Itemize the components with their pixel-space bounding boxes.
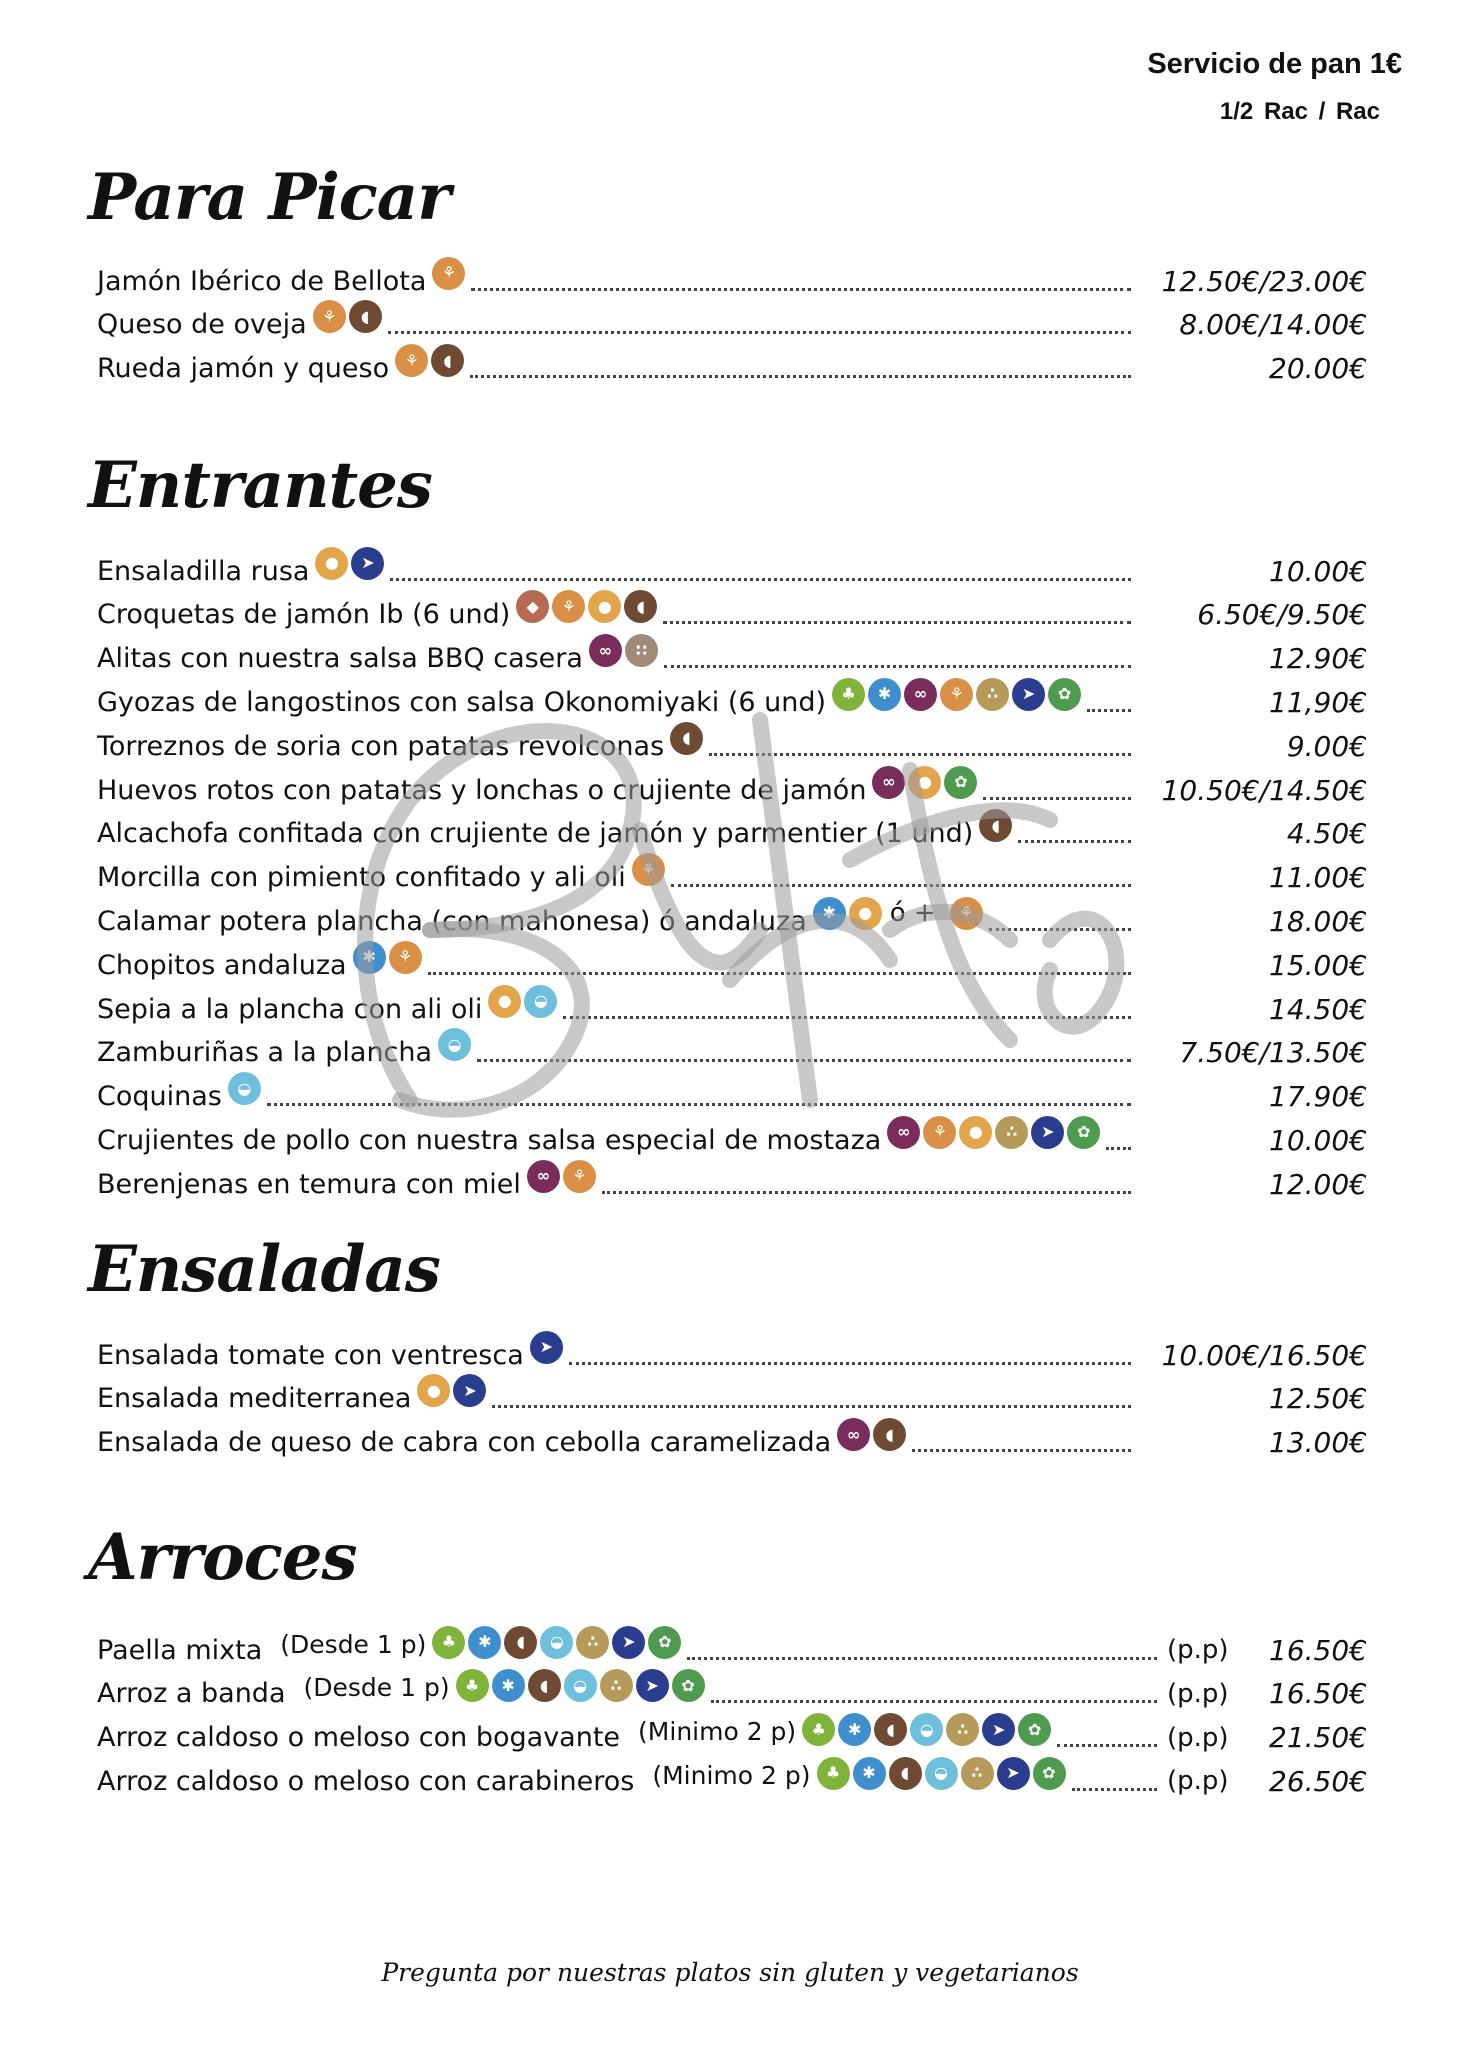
item-name: Sepia a la plancha con ali oli	[97, 993, 483, 1025]
soy-icon: ✿	[1048, 678, 1081, 711]
crustacean-icon: ✱	[868, 678, 901, 711]
menu-item	[97, 1718, 1367, 1758]
dot-leader	[569, 1362, 1131, 1365]
cereal-icon: ⚘	[432, 257, 465, 290]
item-price: 6.50€/9.50€	[1197, 598, 1367, 632]
sulphites-icon: ∞	[589, 634, 622, 667]
item-name: Arroz a banda	[97, 1678, 286, 1710]
dot-leader	[563, 1016, 1131, 1019]
sesame-icon: ∴	[976, 678, 1009, 711]
footer-note: Pregunta por nuestras platos sin gluten y vegetarianos	[381, 1958, 1079, 1987]
soy-icon: ✿	[1018, 1713, 1051, 1746]
crustacean-icon: ✱	[492, 1669, 525, 1702]
allergen-icons	[228, 1072, 261, 1105]
menu-item	[97, 639, 1367, 679]
dot-leader	[671, 884, 1131, 887]
item-name: Ensalada tomate con ventresca	[97, 1339, 524, 1371]
egg-icon: ●	[588, 590, 621, 623]
dot-leader	[602, 1191, 1131, 1194]
egg-icon: ●	[315, 547, 348, 580]
milk-icon: ◖	[874, 1713, 907, 1746]
celery-icon: ♣	[802, 1713, 835, 1746]
mollusc-icon: ◒	[524, 985, 557, 1018]
milk-icon: ◖	[528, 1669, 561, 1702]
dot-leader	[1057, 1744, 1157, 1747]
milk-icon: ◖	[431, 344, 464, 377]
crustacean-icon: ✱	[468, 1626, 501, 1659]
crustacean-icon: ✱	[838, 1713, 871, 1746]
fish-icon: ➤	[1012, 678, 1045, 711]
celery-icon: ♣	[456, 1669, 489, 1702]
nuts-icon: ◆	[516, 590, 549, 623]
menu-item	[97, 898, 1367, 941]
milk-icon: ◖	[670, 722, 703, 755]
item-name: Rueda jamón y queso	[97, 353, 390, 385]
item-note: (Minimo 2 p)	[652, 1760, 811, 1790]
allergen-icons	[837, 1418, 906, 1451]
egg-icon: ●	[959, 1116, 992, 1149]
allergen-icons	[979, 809, 1012, 842]
egg-icon: ●	[908, 766, 941, 799]
cereal-icon: ⚘	[950, 897, 983, 930]
item-name: Torreznos de soria con patatas revolconas	[97, 730, 665, 762]
item-name: Ensalada de queso de cabra con cebolla caramelizada	[97, 1427, 832, 1459]
section-title-para-picar: Para Picar	[88, 160, 450, 235]
dot-leader	[428, 972, 1131, 975]
dot-leader	[470, 375, 1131, 378]
item-price: 26.50€	[1269, 1764, 1367, 1798]
dot-leader	[1018, 840, 1131, 843]
dot-leader	[1087, 709, 1131, 712]
allergen-icons	[456, 1669, 705, 1702]
menu-item	[97, 551, 1367, 591]
item-name: Jamón Ibérico de Bellota	[97, 265, 427, 297]
celery-icon: ♣	[832, 678, 865, 711]
milk-icon: ◖	[349, 300, 382, 333]
celery-icon: ♣	[432, 1626, 465, 1659]
item-name: Morcilla con pimiento confitado y ali oli	[97, 862, 626, 894]
item-price: 18.00€	[1269, 904, 1367, 938]
allergen-icons	[632, 853, 665, 886]
item-price: 13.00€	[1269, 1426, 1367, 1460]
sulphites-icon: ∞	[527, 1160, 560, 1193]
egg-icon: ●	[417, 1374, 450, 1407]
allergen-icons	[417, 1374, 486, 1407]
dot-leader	[390, 578, 1131, 581]
egg-icon: ●	[488, 985, 521, 1018]
mollusc-icon: ◒	[910, 1713, 943, 1746]
menu-item	[97, 1033, 1367, 1073]
item-price: 7.50€/13.50€	[1179, 1036, 1367, 1070]
allergen-icons	[872, 766, 977, 799]
fish-icon: ➤	[530, 1331, 563, 1364]
allergen-icons	[802, 1713, 1051, 1746]
mollusc-icon: ◒	[540, 1626, 573, 1659]
mollusc-icon: ◒	[925, 1757, 958, 1790]
allergen-icons	[670, 722, 703, 755]
dot-leader	[1072, 1788, 1158, 1791]
dot-leader	[388, 331, 1131, 334]
peanut-icon: ∷	[625, 634, 658, 667]
item-price: 12.50€	[1269, 1382, 1367, 1416]
dot-leader	[912, 1449, 1131, 1452]
item-name: Zamburiñas a la plancha	[97, 1037, 433, 1069]
allergen-icons	[950, 897, 983, 930]
item-name: Calamar potera plancha (con mahonesa) ó andaluza	[97, 905, 807, 937]
header-bread-service: Servicio de pan 1€	[1147, 48, 1402, 80]
item-price: 11.00€	[1269, 861, 1367, 895]
item-name: Arroz caldoso o meloso con carabineros	[97, 1765, 635, 1797]
item-price: 12.50€/23.00€	[1161, 264, 1367, 298]
menu-item	[97, 1630, 1367, 1670]
menu-item	[97, 305, 1367, 345]
menu-item	[97, 1761, 1367, 1801]
item-name: Berenjenas en temura con miel	[97, 1168, 521, 1200]
item-extra: ó +	[889, 898, 936, 929]
item-price: 12.00€	[1269, 1167, 1367, 1201]
item-name: Croquetas de jamón Ib (6 und)	[97, 599, 511, 631]
item-name: Alcachofa confitada con crujiente de jamón y parmentier (1 und)	[97, 818, 974, 850]
item-price: 10.00€	[1269, 1123, 1367, 1157]
item-name: Gyozas de langostinos con salsa Okonomiyaki (6 und)	[97, 686, 827, 718]
allergen-icons	[813, 897, 882, 930]
item-portion: (p.p)	[1167, 1766, 1229, 1797]
dot-leader	[709, 753, 1131, 756]
item-price: 11,90€	[1269, 685, 1367, 719]
item-price: 9.00€	[1286, 729, 1367, 763]
item-price: 17.90€	[1269, 1080, 1367, 1114]
item-portion: (p.p)	[1167, 1635, 1229, 1665]
fish-icon: ➤	[453, 1374, 486, 1407]
menu-item	[97, 858, 1367, 898]
menu-item	[97, 682, 1367, 722]
dot-leader	[1106, 1147, 1131, 1150]
dot-leader	[989, 928, 1131, 931]
allergen-icons	[817, 1757, 1066, 1790]
allergen-icons	[315, 547, 384, 580]
crustacean-icon: ✱	[853, 1757, 886, 1790]
cereal-icon: ⚘	[632, 853, 665, 886]
soy-icon: ✿	[648, 1626, 681, 1659]
allergen-icons	[313, 300, 382, 333]
item-price: 16.50€	[1269, 1677, 1367, 1711]
header-portion-sizes: 1/2 Rac / Rac	[1219, 98, 1380, 125]
sesame-icon: ∴	[576, 1626, 609, 1659]
cereal-icon: ⚘	[552, 590, 585, 623]
item-name: Arroz caldoso o meloso con bogavante	[97, 1722, 621, 1754]
item-price: 10.00€/16.50€	[1161, 1338, 1367, 1372]
item-note: (Minimo 2 p)	[638, 1717, 797, 1747]
item-price: 21.50€	[1269, 1721, 1367, 1755]
allergen-icons	[589, 634, 658, 667]
egg-icon: ●	[849, 897, 882, 930]
allergen-icons	[887, 1116, 1100, 1149]
allergen-icons	[432, 257, 465, 290]
celery-icon: ♣	[817, 1757, 850, 1790]
sulphites-icon: ∞	[904, 678, 937, 711]
menu-item	[97, 1077, 1367, 1117]
item-name: Ensalada mediterranea	[97, 1383, 412, 1415]
item-price: 10.50€/14.50€	[1161, 773, 1367, 807]
item-price: 4.50€	[1286, 817, 1367, 851]
menu-item	[97, 945, 1367, 985]
crustacean-icon: ✱	[353, 941, 386, 974]
dot-leader	[664, 665, 1131, 668]
dot-leader	[711, 1700, 1157, 1703]
menu-item	[97, 1423, 1367, 1463]
section-title-arroces: Arroces	[88, 1520, 357, 1595]
dot-leader	[477, 1059, 1131, 1062]
item-price: 15.00€	[1269, 948, 1367, 982]
section-title-ensaladas: Ensaladas	[88, 1232, 440, 1307]
allergen-icons	[832, 678, 1081, 711]
cereal-icon: ⚘	[940, 678, 973, 711]
menu-item	[97, 1164, 1367, 1204]
item-name: Alitas con nuestra salsa BBQ casera	[97, 643, 583, 675]
soy-icon: ✿	[1033, 1757, 1066, 1790]
sesame-icon: ∴	[946, 1713, 979, 1746]
dot-leader	[471, 288, 1131, 291]
allergen-icons	[353, 941, 422, 974]
item-note: (Desde 1 p)	[280, 1629, 427, 1659]
menu-item	[97, 349, 1367, 389]
item-price: 20.00€	[1269, 352, 1367, 386]
menu-item	[97, 261, 1367, 301]
sesame-icon: ∴	[961, 1757, 994, 1790]
milk-icon: ◖	[979, 809, 1012, 842]
fish-icon: ➤	[351, 547, 384, 580]
section-title-entrantes: Entrantes	[88, 448, 432, 523]
allergen-icons	[432, 1626, 681, 1659]
dot-leader	[492, 1405, 1131, 1408]
allergen-icons	[488, 985, 557, 1018]
item-portion: (p.p)	[1167, 1678, 1229, 1709]
item-note: (Desde 1 p)	[303, 1673, 450, 1703]
mollusc-icon: ◒	[228, 1072, 261, 1105]
item-name: Crujientes de pollo con nuestra salsa especial de mostaza	[97, 1124, 882, 1156]
fish-icon: ➤	[612, 1626, 645, 1659]
item-name: Chopitos andaluza	[97, 949, 347, 981]
cereal-icon: ⚘	[563, 1160, 596, 1193]
milk-icon: ◖	[624, 590, 657, 623]
fish-icon: ➤	[982, 1713, 1015, 1746]
menu-item	[97, 726, 1367, 766]
allergen-icons	[395, 344, 464, 377]
cereal-icon: ⚘	[923, 1116, 956, 1149]
mollusc-icon: ◒	[564, 1669, 597, 1702]
item-price: 8.00€/14.00€	[1179, 308, 1367, 342]
menu-item	[97, 770, 1367, 810]
soy-icon: ✿	[1067, 1116, 1100, 1149]
dot-leader	[267, 1103, 1131, 1106]
menu-item	[97, 1674, 1367, 1714]
item-name: Coquinas	[97, 1081, 222, 1113]
fish-icon: ➤	[1031, 1116, 1064, 1149]
sulphites-icon: ∞	[837, 1418, 870, 1451]
menu-item	[97, 1379, 1367, 1419]
item-name: Paella mixta	[97, 1634, 263, 1666]
sesame-icon: ∴	[995, 1116, 1028, 1149]
cereal-icon: ⚘	[313, 300, 346, 333]
mollusc-icon: ◒	[438, 1028, 471, 1061]
item-portion: (p.p)	[1167, 1722, 1229, 1753]
cereal-icon: ⚘	[395, 344, 428, 377]
dot-leader	[983, 797, 1131, 800]
item-name: Queso de oveja	[97, 309, 307, 341]
allergen-icons	[530, 1331, 563, 1364]
dot-leader	[663, 621, 1131, 624]
item-name: Ensaladilla rusa	[97, 555, 310, 587]
menu-item	[97, 1120, 1367, 1160]
item-name: Huevos rotos con patatas y lonchas o crujiente de jamón	[97, 774, 867, 806]
menu-item	[97, 989, 1367, 1029]
item-price: 10.00€	[1269, 554, 1367, 588]
sulphites-icon: ∞	[872, 766, 905, 799]
fish-icon: ➤	[997, 1757, 1030, 1790]
sulphites-icon: ∞	[887, 1116, 920, 1149]
menu-item	[97, 814, 1367, 854]
dot-leader	[687, 1657, 1157, 1660]
sesame-icon: ∴	[600, 1669, 633, 1702]
item-price: 14.50€	[1269, 992, 1367, 1026]
cereal-icon: ⚘	[389, 941, 422, 974]
menu-item	[97, 595, 1367, 635]
crustacean-icon: ✱	[813, 897, 846, 930]
menu-item	[97, 1335, 1367, 1375]
fish-icon: ➤	[636, 1669, 669, 1702]
milk-icon: ◖	[889, 1757, 922, 1790]
item-price: 12.90€	[1269, 642, 1367, 676]
allergen-icons	[527, 1160, 596, 1193]
allergen-icons	[438, 1028, 471, 1061]
milk-icon: ◖	[873, 1418, 906, 1451]
soy-icon: ✿	[944, 766, 977, 799]
milk-icon: ◖	[504, 1626, 537, 1659]
item-price: 16.50€	[1269, 1633, 1367, 1667]
allergen-icons	[516, 590, 657, 623]
soy-icon: ✿	[672, 1669, 705, 1702]
